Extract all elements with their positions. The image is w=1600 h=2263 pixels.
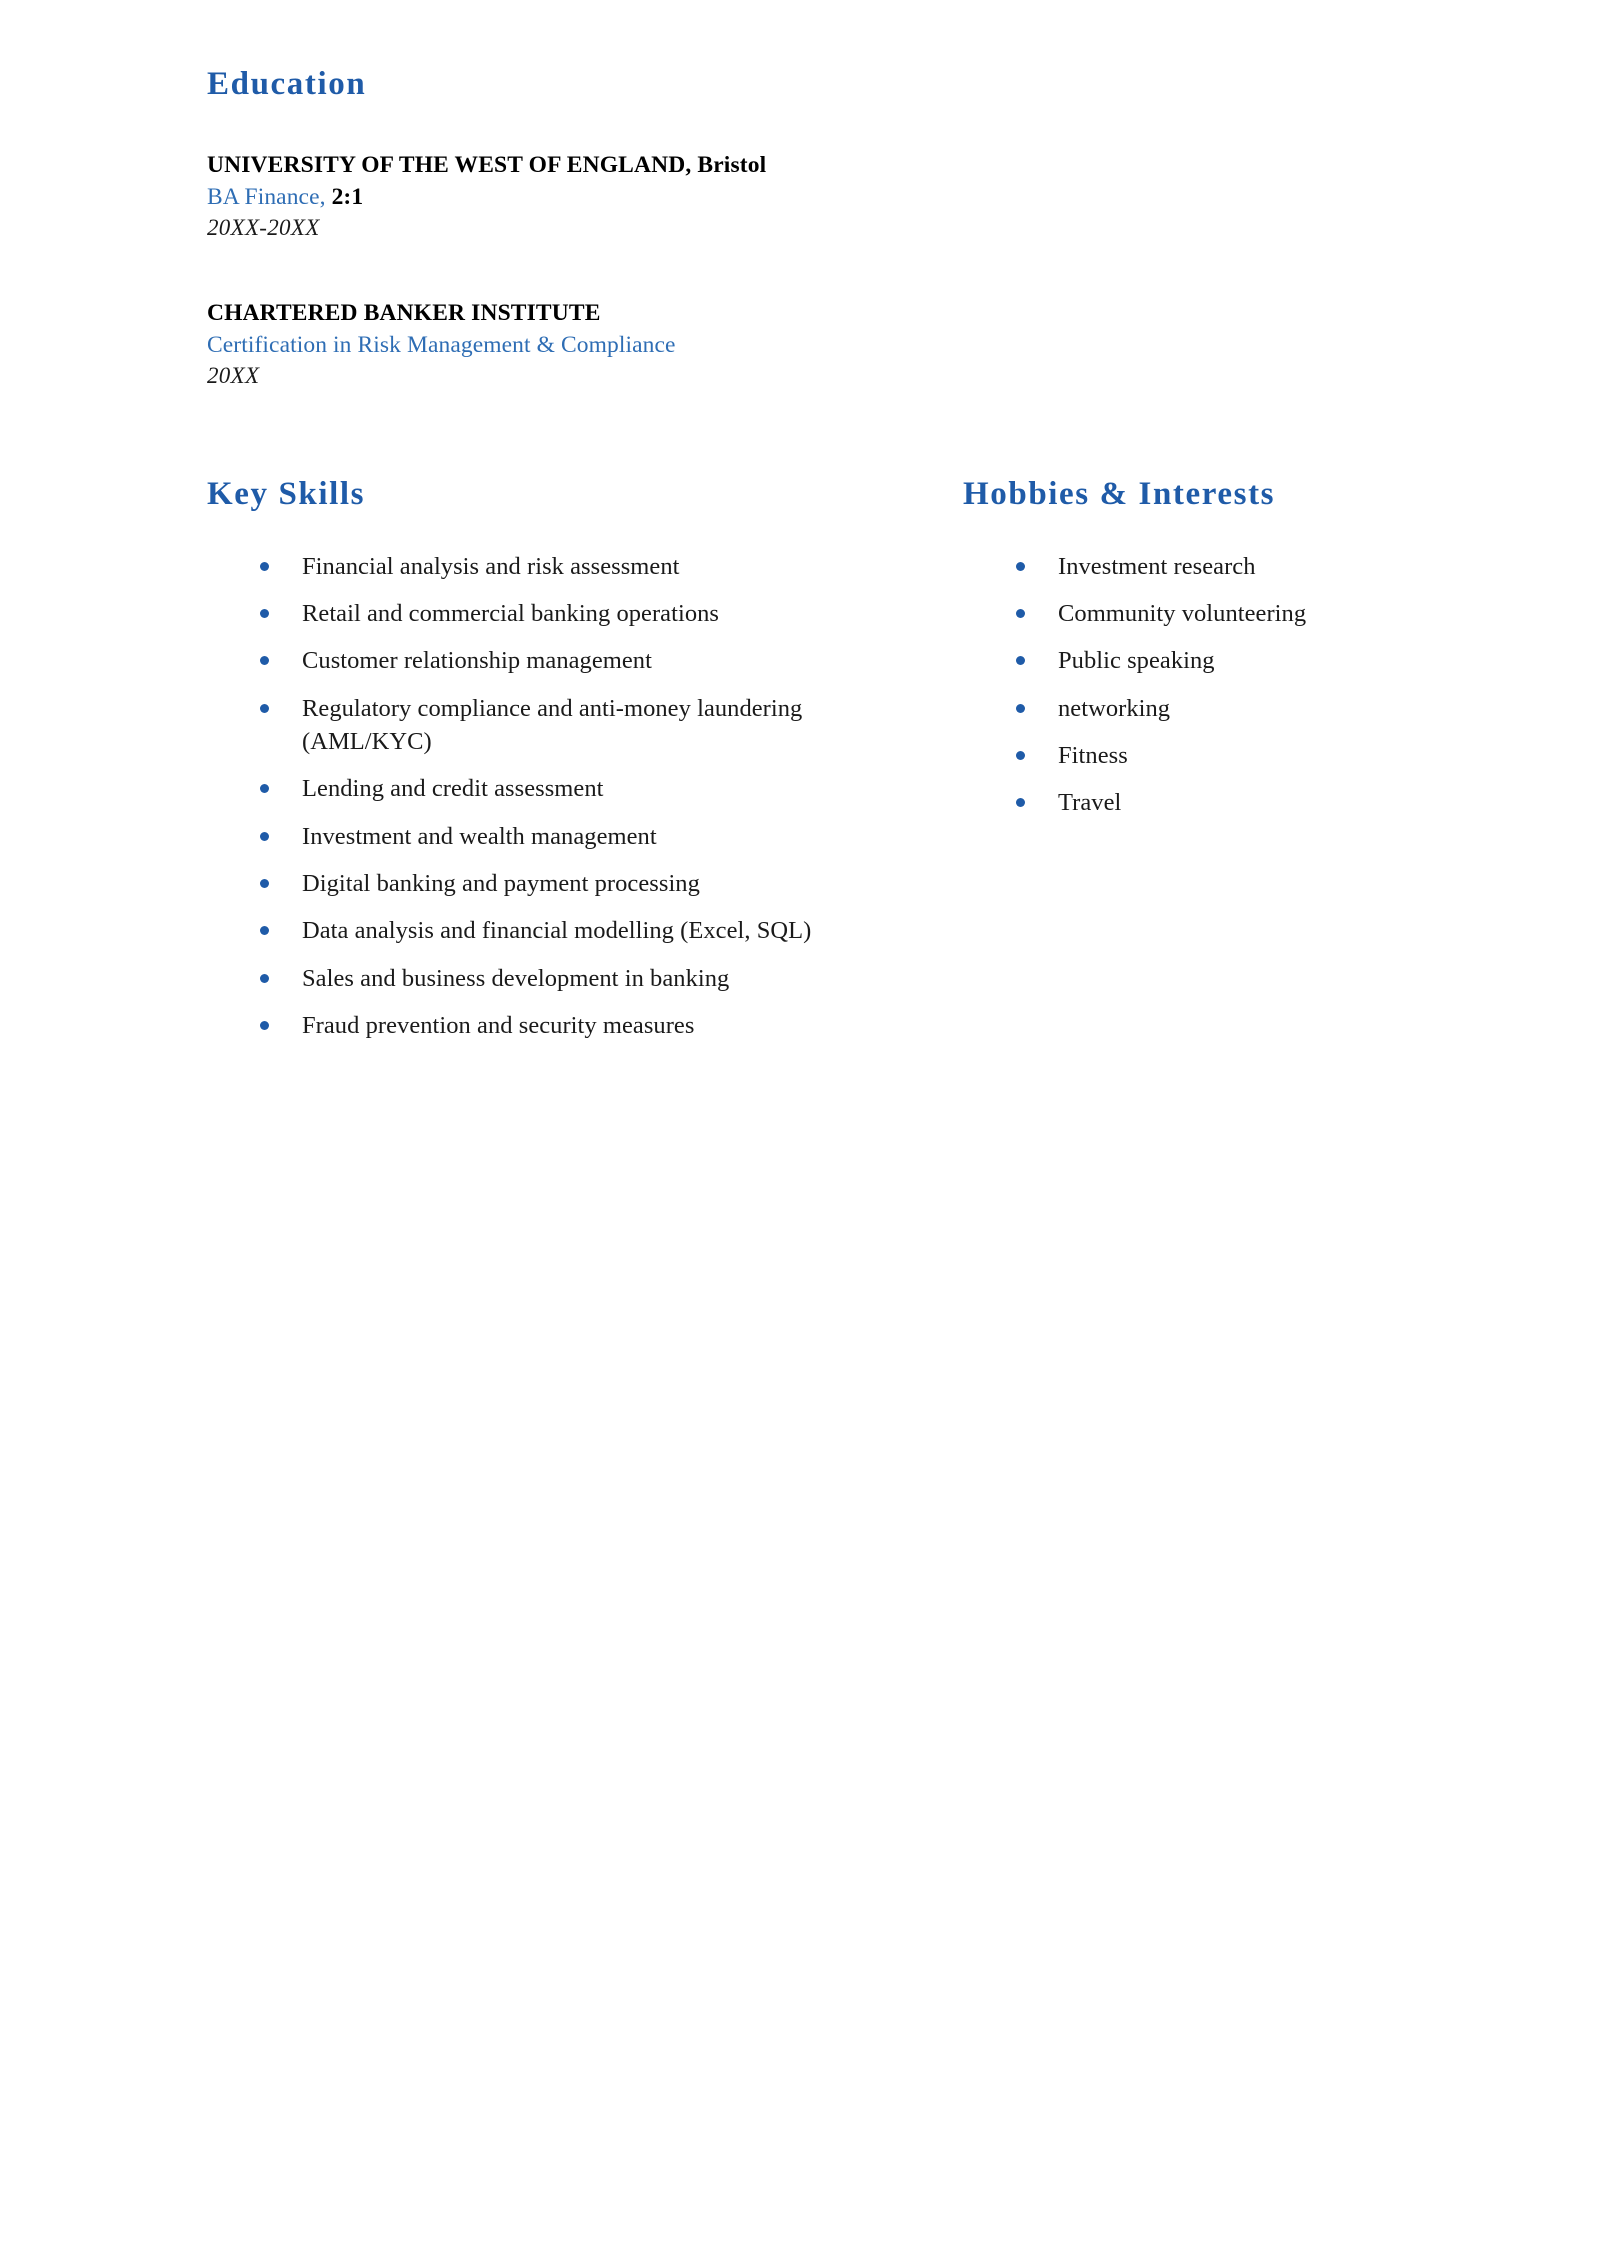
hobbies-section-heading: Hobbies & Interests: [963, 475, 1276, 512]
list-item: [207, 644, 867, 677]
bullet-icon: [260, 562, 269, 571]
list-item: [207, 597, 867, 630]
bullet-icon: [1016, 562, 1025, 571]
education-organisation: UNIVERSITY OF THE WEST OF ENGLAND, Bristol: [207, 152, 767, 179]
bullet-icon: [260, 879, 269, 888]
bullet-icon: [260, 656, 269, 665]
list-item: [207, 692, 867, 759]
list-item: [207, 550, 867, 583]
list-item: [207, 820, 867, 853]
list-item: [207, 962, 867, 995]
education-entry: [207, 298, 1407, 392]
key-skills-section-heading: Key Skills: [207, 475, 366, 512]
bullet-icon: [1016, 704, 1025, 713]
page-content: [207, 66, 1407, 1056]
list-item: [963, 692, 1503, 725]
bullet-icon: [260, 784, 269, 793]
education-qualification: [207, 182, 1407, 213]
list-item: [207, 772, 867, 805]
bullet-icon: [1016, 609, 1025, 618]
list-item-label: Digital banking and payment processing: [302, 870, 700, 898]
list-item-label: Community volunteering: [1058, 600, 1307, 628]
skills-and-hobbies-columns: [207, 476, 1407, 1056]
list-item: [207, 914, 867, 947]
bullet-icon: [260, 609, 269, 618]
list-item: [963, 550, 1503, 583]
bullet-icon: [1016, 751, 1025, 760]
bullet-icon: [1016, 798, 1025, 807]
list-item-label: Public speaking: [1058, 647, 1215, 675]
education-dates: 20XX-20XX: [207, 215, 320, 241]
list-item: [963, 786, 1503, 819]
bullet-icon: [260, 926, 269, 935]
education-grade: 2:1: [331, 183, 364, 210]
bullet-icon: [260, 974, 269, 983]
list-item: [963, 644, 1503, 677]
list-item-label: Sales and business development in banking: [302, 964, 730, 992]
education-qualification: [207, 330, 1407, 361]
list-item-label: networking: [1058, 694, 1171, 722]
education-dates: 20XX: [207, 363, 260, 389]
bullet-icon: [1016, 656, 1025, 665]
list-item-label: Lending and credit assessment: [302, 775, 604, 803]
list-item-label: Financial analysis and risk assessment: [302, 552, 680, 580]
education-qualification-text: Certification in Risk Management & Compliance: [207, 331, 676, 358]
hobbies-heading-wrap: [963, 476, 1503, 510]
key-skills-heading-wrap: [207, 476, 867, 510]
list-item: [207, 867, 867, 900]
bullet-icon: [260, 1021, 269, 1030]
hobbies-list: [963, 550, 1503, 820]
education-section-heading: Education: [207, 66, 367, 102]
list-item-label: Investment and wealth management: [302, 822, 657, 850]
list-item-label: Fitness: [1058, 742, 1128, 770]
list-item: [207, 1009, 867, 1042]
education-qualification-text: BA Finance,: [207, 183, 332, 210]
list-item-label: Travel: [1058, 789, 1122, 817]
bullet-icon: [260, 704, 269, 713]
list-item-label: Customer relationship management: [302, 647, 652, 675]
education-entry: [207, 150, 1407, 244]
hobbies-column: [963, 476, 1503, 834]
list-item-label: Regulatory compliance and anti-money laundering (AML/KYC): [302, 694, 803, 756]
list-item: [963, 597, 1503, 630]
list-item-label: Fraud prevention and security measures: [302, 1011, 695, 1039]
list-item-label: Investment research: [1058, 552, 1256, 580]
key-skills-column: [207, 476, 867, 1056]
education-organisation: CHARTERED BANKER INSTITUTE: [207, 300, 601, 327]
list-item-label: Data analysis and financial modelling (Excel, SQL): [302, 917, 812, 945]
key-skills-list: [207, 550, 867, 1042]
bullet-icon: [260, 832, 269, 841]
list-item: [963, 739, 1503, 772]
list-item-label: Retail and commercial banking operations: [302, 600, 720, 628]
